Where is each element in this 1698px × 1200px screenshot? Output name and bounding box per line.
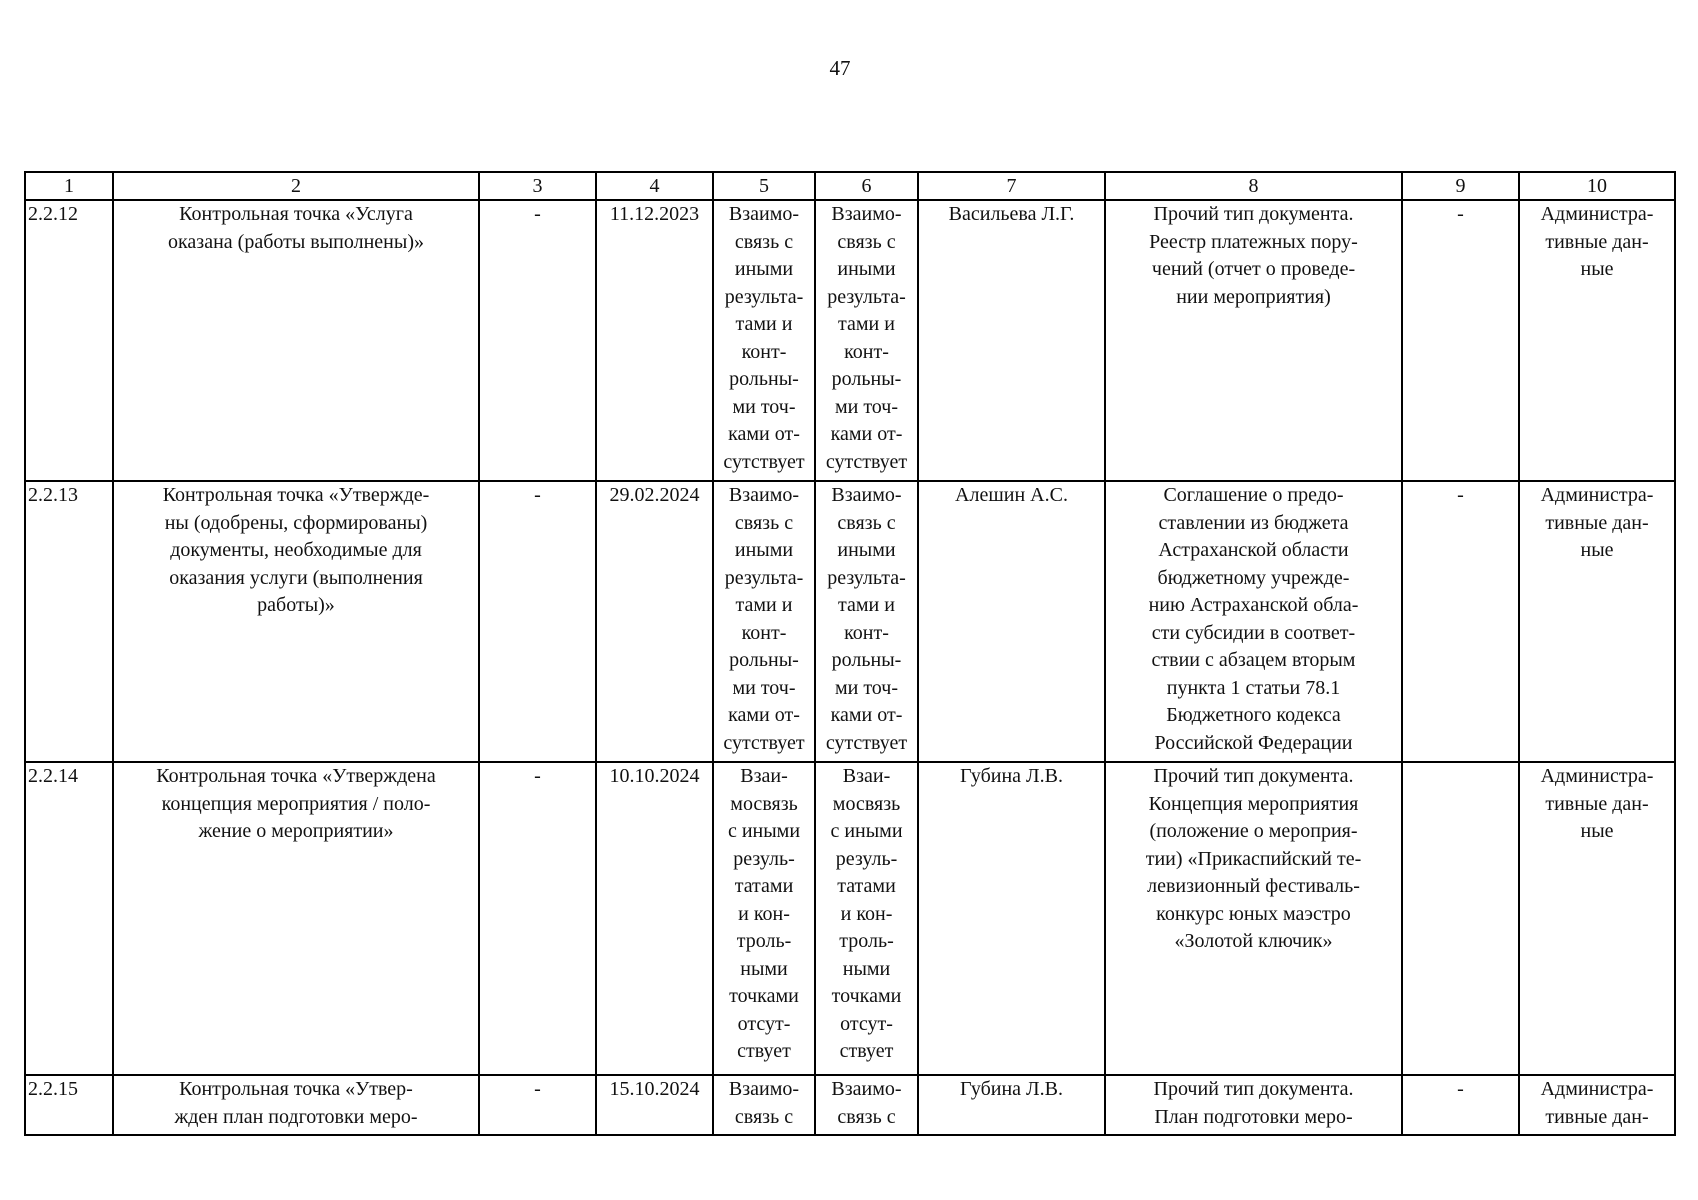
col9-cell: - <box>1402 1075 1519 1135</box>
relation-cell-line: иными <box>837 539 896 561</box>
relation-cell-line: точками <box>729 985 799 1007</box>
relation-cell-line: татами <box>734 875 794 897</box>
relation-cell-line: конт- <box>741 340 787 363</box>
relation-cell-line: рольны- <box>729 368 799 390</box>
relation-cell-line: иными <box>837 258 896 280</box>
control-point-name-line: работы)» <box>257 594 335 616</box>
relation-cell-line: связь с <box>837 1105 896 1128</box>
relation-cell-line: татами <box>837 875 896 897</box>
relation-cell-line: связь с <box>837 511 896 534</box>
date-cell: 29.02.2024 <box>596 481 713 762</box>
relation-cell-line: тами и <box>735 313 793 335</box>
relation-cell-line: связь с <box>734 230 794 253</box>
column-header: 7 <box>918 172 1105 200</box>
control-point-name <box>113 200 479 481</box>
document-cell-line: Прочий тип документа. <box>1153 203 1354 225</box>
table-row <box>25 200 1675 481</box>
control-point-name-line: жение о мероприятии» <box>198 820 394 842</box>
relation-cell <box>713 481 815 762</box>
relation-cell-line: рольны- <box>831 649 902 671</box>
relation-cell-line: рольны- <box>729 649 799 671</box>
document-cell-line: чений (отчет о проведе- <box>1151 258 1356 280</box>
control-point-name <box>113 1075 479 1135</box>
relation-cell-line: тами и <box>838 594 895 616</box>
control-point-name-line: жден план подготовки меро- <box>174 1105 418 1128</box>
col3-cell: - <box>479 1075 596 1135</box>
column-header: 3 <box>479 172 596 200</box>
source-cell-line: тивные дан- <box>1545 511 1649 534</box>
col3-cell: - <box>479 481 596 762</box>
document-cell-line: левизионный фестиваль- <box>1147 875 1360 897</box>
table-row <box>25 762 1675 1075</box>
date-cell: 11.12.2023 <box>596 200 713 481</box>
source-cell-line: Администра- <box>1540 765 1654 787</box>
document-cell-line: нии мероприятия) <box>1176 285 1331 308</box>
source-cell <box>1519 762 1675 1075</box>
control-point-name <box>113 481 479 762</box>
table-row <box>25 481 1675 762</box>
relation-cell <box>713 1075 815 1135</box>
relation-cell-line: с иными <box>830 820 903 842</box>
relation-cell <box>815 200 918 481</box>
document-cell-line: тии) «Прикаспийский те- <box>1145 847 1362 870</box>
relation-cell-line: Взаимо- <box>831 484 902 506</box>
control-point-name-line: оказания услуги (выполнения <box>169 566 423 589</box>
relation-cell-line: и кон- <box>738 902 790 925</box>
document-cell-line: ствии с абзацем вторым <box>1151 649 1356 671</box>
control-point-name-line: Контрольная точка «Утвер- <box>179 1078 413 1100</box>
source-cell <box>1519 200 1675 481</box>
date-cell: 15.10.2024 <box>596 1075 713 1135</box>
control-point-name-line: Контрольная точка «Утвержде- <box>162 484 430 506</box>
relation-cell-line: резуль- <box>733 847 795 870</box>
document-cell-line: Российской Федерации <box>1154 731 1353 754</box>
column-header: 2 <box>113 172 479 200</box>
table-body <box>25 200 1675 1135</box>
relation-cell-line: ми точ- <box>834 395 899 418</box>
document-cell-line: нию Астраханской обла- <box>1148 594 1359 616</box>
document-cell-line: Соглашение о предо- <box>1163 484 1344 506</box>
relation-cell-line: Взаимо- <box>831 203 902 225</box>
relation-cell-line: с иными <box>727 820 801 842</box>
relation-cell-line: Взаимо- <box>728 484 800 506</box>
table-header-row <box>25 172 1675 200</box>
document-cell-line: Прочий тип документа. <box>1153 765 1354 787</box>
column-header: 8 <box>1105 172 1402 200</box>
relation-cell-line: иными <box>734 258 794 280</box>
control-points-table <box>24 171 1676 1136</box>
relation-cell-line: ми точ- <box>834 676 899 699</box>
source-cell-line: тивные дан- <box>1545 1105 1649 1128</box>
relation-cell-line: конт- <box>844 621 889 644</box>
relation-cell <box>815 481 918 762</box>
column-header: 10 <box>1519 172 1675 200</box>
relation-cell <box>815 1075 918 1135</box>
relation-cell-line: связь с <box>837 230 896 253</box>
control-point-name-line: Контрольная точка «Утверждена <box>156 765 436 787</box>
relation-cell-line: отсут- <box>840 1012 893 1035</box>
document-cell-line: Прочий тип документа. <box>1153 1078 1354 1100</box>
col9-cell: - <box>1402 200 1519 481</box>
document-cell-line: бюджетному учрежде- <box>1157 566 1350 589</box>
document-cell <box>1105 1075 1402 1135</box>
relation-cell-line: ками от- <box>830 704 903 726</box>
relation-cell-line: результа- <box>724 566 804 589</box>
table-row <box>25 1075 1675 1135</box>
document-cell-line: пункта 1 статьи 78.1 <box>1166 676 1341 699</box>
document-cell-line: (положение о мероприя- <box>1149 820 1358 842</box>
relation-cell-line: ками от- <box>830 423 903 445</box>
relation-cell-line: мосвязь <box>730 792 798 815</box>
relation-cell-line: конт- <box>741 621 787 644</box>
relation-cell-line: ками от- <box>728 704 800 726</box>
control-point-name <box>113 762 479 1075</box>
source-cell-line: Администра- <box>1540 203 1654 225</box>
control-point-name-line: документы, необходимые для <box>170 539 422 561</box>
relation-cell-line: ными <box>740 957 788 980</box>
relation-cell-line: тами и <box>735 594 793 616</box>
relation-cell-line: троль- <box>839 930 894 952</box>
document-cell-line: Реестр платежных пору- <box>1149 230 1358 253</box>
page-number: 47 <box>829 56 851 80</box>
row-number-cell: 2.2.12 <box>25 200 113 481</box>
relation-cell <box>815 762 918 1075</box>
col3-cell: - <box>479 200 596 481</box>
relation-cell-line: результа- <box>724 285 804 308</box>
relation-cell-line: тами и <box>838 313 895 335</box>
source-cell-line: Администра- <box>1540 1078 1654 1100</box>
relation-cell-line: сутствует <box>825 731 908 754</box>
row-number-cell: 2.2.13 <box>25 481 113 762</box>
relation-cell-line: сутствует <box>723 731 805 754</box>
date-cell: 10.10.2024 <box>596 762 713 1075</box>
relation-cell-line: ными <box>842 957 891 980</box>
control-point-name-line: Контрольная точка «Услуга <box>179 203 413 225</box>
relation-cell-line: ми точ- <box>732 676 796 699</box>
column-header: 4 <box>596 172 713 200</box>
column-header: 6 <box>815 172 918 200</box>
col9-cell <box>1402 762 1519 1075</box>
relation-cell-line: резуль- <box>835 847 898 870</box>
relation-cell-line: и кон- <box>840 902 893 925</box>
source-cell-line: ные <box>1580 539 1614 561</box>
relation-cell <box>713 762 815 1075</box>
relation-cell-line: сутствует <box>723 450 805 473</box>
row-number-cell: 2.2.15 <box>25 1075 113 1135</box>
relation-cell-line: ками от- <box>728 423 800 445</box>
source-cell-line: ные <box>1580 820 1614 842</box>
relation-cell-line: ствует <box>737 1040 791 1062</box>
relation-cell-line: Взаи- <box>740 765 788 787</box>
relation-cell-line: результа- <box>827 566 906 589</box>
document-cell-line: План подготовки меро- <box>1154 1105 1353 1128</box>
document-cell-line: «Золотой ключик» <box>1174 930 1333 952</box>
source-cell <box>1519 1075 1675 1135</box>
control-point-name-line: оказана (работы выполнены)» <box>168 230 424 253</box>
source-cell-line: Администра- <box>1540 484 1654 506</box>
responsible-cell: Губина Л.В. <box>918 762 1105 1075</box>
col3-cell: - <box>479 762 596 1075</box>
relation-cell-line: троль- <box>736 930 792 952</box>
document-cell-line: сти субсидии в соответ- <box>1151 621 1356 644</box>
source-cell <box>1519 481 1675 762</box>
relation-cell-line: ми точ- <box>732 395 796 418</box>
column-header: 9 <box>1402 172 1519 200</box>
relation-cell-line: ствует <box>839 1040 894 1062</box>
relation-cell-line: Взаимо- <box>728 203 800 225</box>
source-cell-line: тивные дан- <box>1545 230 1649 253</box>
source-cell-line: ные <box>1580 258 1614 280</box>
relation-cell-line: иными <box>734 539 794 561</box>
column-header: 5 <box>713 172 815 200</box>
relation-cell-line: рольны- <box>831 368 902 390</box>
document-cell <box>1105 481 1402 762</box>
responsible-cell: Васильева Л.Г. <box>918 200 1105 481</box>
relation-cell-line: сутствует <box>825 450 908 473</box>
relation-cell-line: связь с <box>734 511 794 534</box>
relation-cell-line: результа- <box>827 285 906 308</box>
relation-cell-line: отсут- <box>737 1012 791 1035</box>
document-cell-line: Концепция мероприятия <box>1148 792 1359 815</box>
control-point-name-line: ны (одобрены, сформированы) <box>164 511 428 534</box>
document-cell-line: Бюджетного кодекса <box>1166 704 1341 726</box>
relation-cell-line: Взаимо- <box>728 1078 800 1100</box>
relation-cell-line: Взаимо- <box>831 1078 902 1100</box>
relation-cell-line: точками <box>831 985 902 1007</box>
source-cell-line: тивные дан- <box>1545 792 1649 815</box>
column-header: 1 <box>25 172 113 200</box>
col9-cell: - <box>1402 481 1519 762</box>
document-cell-line: ставлении из бюджета <box>1158 511 1349 534</box>
document-cell <box>1105 200 1402 481</box>
row-number-cell: 2.2.14 <box>25 762 113 1075</box>
relation-cell-line: связь с <box>734 1105 794 1128</box>
control-point-name-line: концепция мероприятия / поло- <box>161 792 431 815</box>
relation-cell-line: мосвязь <box>832 792 901 815</box>
responsible-cell: Алешин А.С. <box>918 481 1105 762</box>
responsible-cell: Губина Л.В. <box>918 1075 1105 1135</box>
document-cell-line: конкурс юных маэстро <box>1156 902 1351 925</box>
document-cell <box>1105 762 1402 1075</box>
document-cell-line: Астраханской области <box>1158 539 1349 561</box>
relation-cell-line: Взаи- <box>842 765 891 787</box>
relation-cell-line: конт- <box>844 340 889 363</box>
relation-cell <box>713 200 815 481</box>
